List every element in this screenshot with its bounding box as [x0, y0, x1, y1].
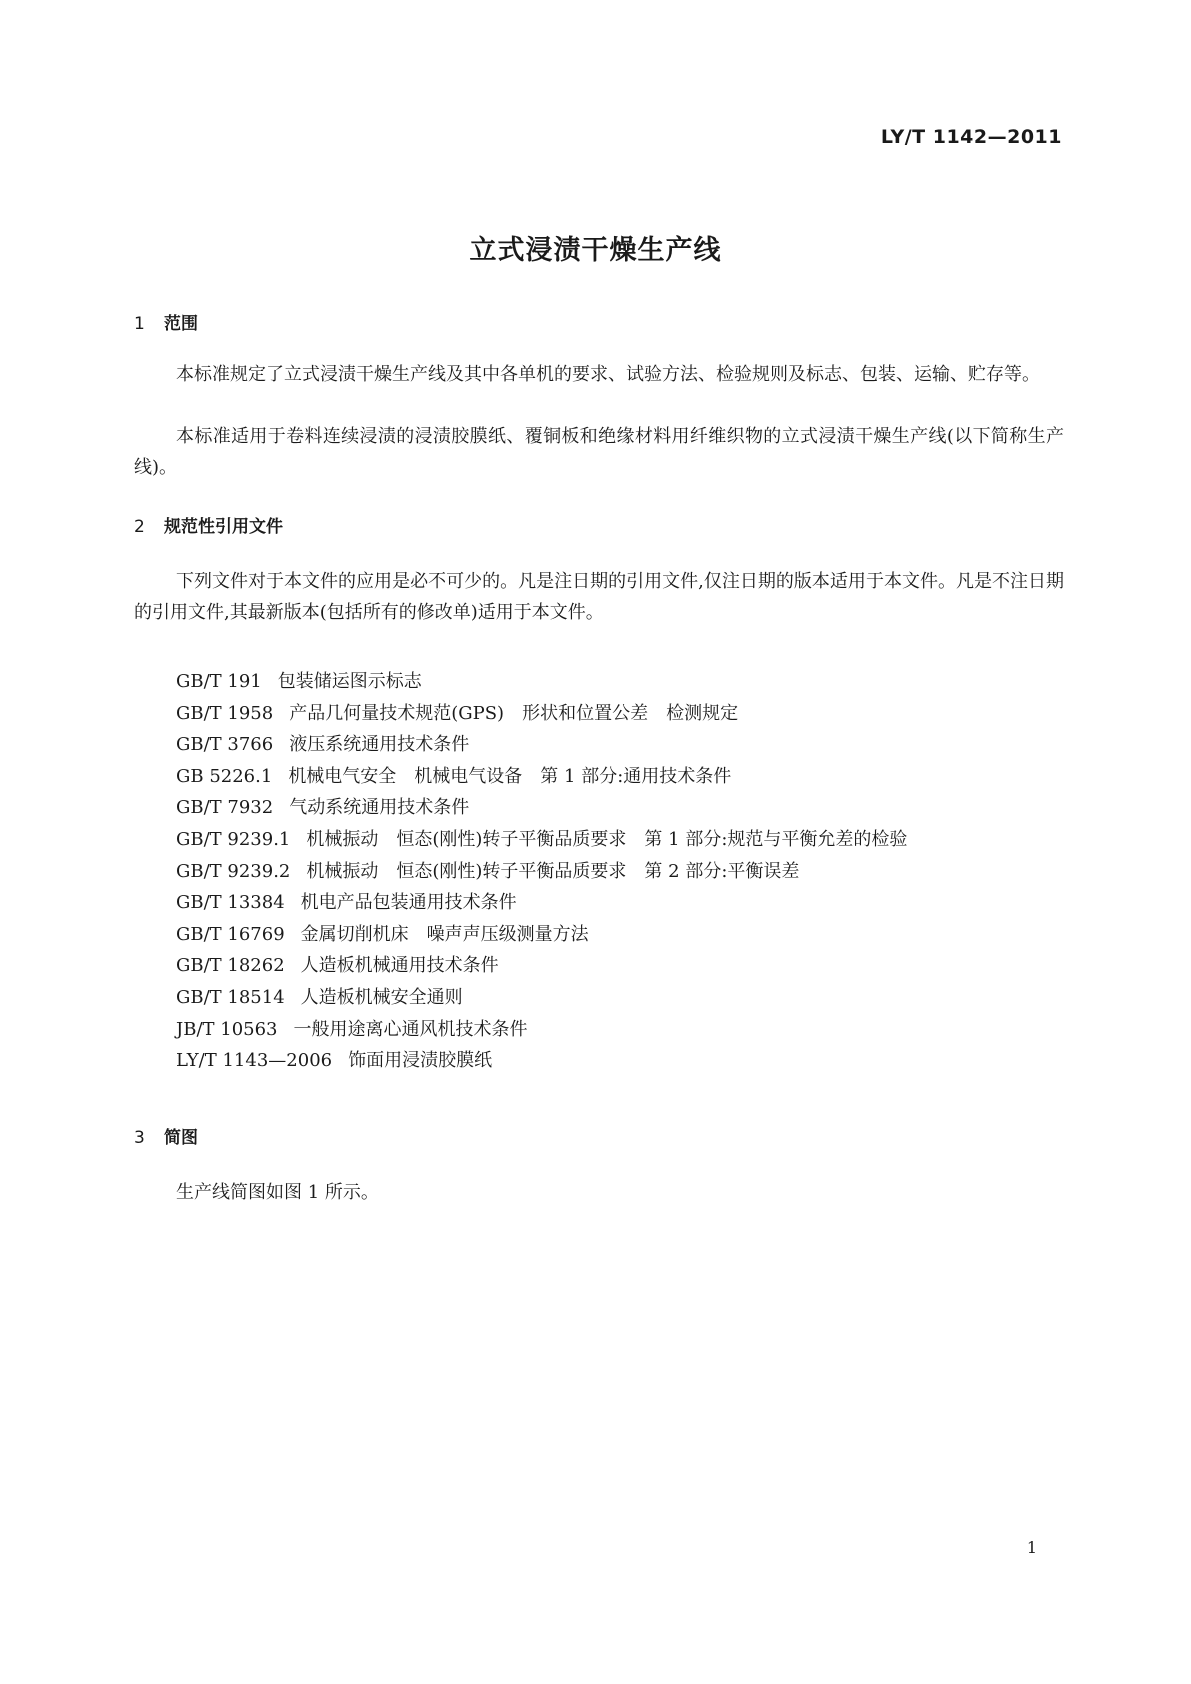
reference-code: GB/T 18262: [176, 955, 285, 977]
reference-title: 包装储运图示标志: [277, 671, 422, 692]
reference-title: 一般用途离心通风机技术条件: [293, 1018, 528, 1040]
reference-code: LY/T 1143—2006: [176, 1050, 333, 1072]
reference-code: GB/T 18514: [176, 986, 285, 1008]
reference-title: 机械振动 恒态(刚性)转子平衡品质要求 第 1 部分:规范与平衡允差的检验: [306, 828, 908, 850]
reference-title: 气动系统通用技术条件: [289, 797, 470, 819]
section-2-heading: [134, 512, 283, 537]
reference-title: 机械电气安全 机械电气设备 第 1 部分:通用技术条件: [288, 765, 732, 787]
reference-item: [176, 729, 907, 761]
section-number: 2: [134, 517, 145, 537]
reference-code: GB/T 16769: [176, 923, 285, 945]
reference-item: [176, 824, 907, 856]
section-1-heading: [134, 309, 198, 334]
reference-item: [176, 887, 907, 919]
reference-title: 人造板机械通用技术条件: [300, 955, 499, 977]
reference-title: 机电产品包装通用技术条件: [300, 892, 517, 914]
reference-code: GB/T 3766: [176, 734, 274, 756]
reference-code: GB/T 13384: [176, 892, 285, 914]
document-title: 立式浸渍干燥生产线: [469, 235, 722, 266]
standard-code: LY/T 1142—2011: [880, 126, 1062, 148]
normative-references-list: [176, 666, 907, 1077]
paragraph: 生产线简图如图 1 所示。: [176, 1182, 379, 1203]
reference-code: GB/T 1958: [176, 702, 274, 724]
reference-title: 饰面用浸渍胶膜纸: [348, 1050, 493, 1072]
reference-item: [176, 856, 907, 888]
reference-item: [176, 1045, 907, 1077]
paragraph: 本标准适用于卷料连续浸渍的浸渍胶膜纸、覆铜板和绝缘材料用纤维织物的立式浸渍干燥生产线(以下简称生产线)。: [134, 426, 1064, 478]
reference-title: 产品几何量技术规范(GPS) 形状和位置公差 检测规定: [289, 702, 739, 724]
reference-item: [176, 950, 907, 982]
reference-item: [176, 761, 907, 793]
section-number: 3: [134, 1128, 145, 1148]
reference-title: 液压系统通用技术条件: [289, 734, 470, 756]
reference-item: [176, 919, 907, 951]
paragraph: 下列文件对于本文件的应用是必不可少的。凡是注日期的引用文件,仅注日期的版本适用于本文件。凡是不注日期的引用文件,其最新版本(包括所有的修改单)适用于本文件。: [134, 571, 1064, 623]
reference-item: [176, 698, 907, 730]
reference-item: [176, 1014, 907, 1046]
reference-code: GB/T 9239.1: [176, 828, 291, 850]
reference-item: [176, 982, 907, 1014]
reference-code: JB/T 10563: [176, 1018, 278, 1040]
reference-title: 金属切削机床 噪声声压级测量方法: [300, 923, 589, 945]
section-title: 规范性引用文件: [164, 517, 283, 537]
reference-item: [176, 666, 907, 698]
reference-title: 人造板机械安全通则: [300, 986, 463, 1008]
reference-code: GB/T 9239.2: [176, 860, 291, 882]
reference-code: GB/T 191: [176, 671, 262, 692]
section-number: 1: [134, 314, 145, 334]
section-title: 范围: [164, 314, 198, 334]
section-3-heading: [134, 1123, 198, 1148]
page-number: 1: [1026, 1538, 1037, 1557]
section-title: 简图: [164, 1128, 198, 1148]
paragraph: 本标准规定了立式浸渍干燥生产线及其中各单机的要求、试验方法、检验规则及标志、包装、运输、贮存等。: [176, 364, 1040, 385]
reference-code: GB/T 7932: [176, 797, 274, 819]
reference-code: GB 5226.1: [176, 765, 273, 787]
reference-item: [176, 792, 907, 824]
reference-title: 机械振动 恒态(刚性)转子平衡品质要求 第 2 部分:平衡误差: [306, 860, 800, 882]
